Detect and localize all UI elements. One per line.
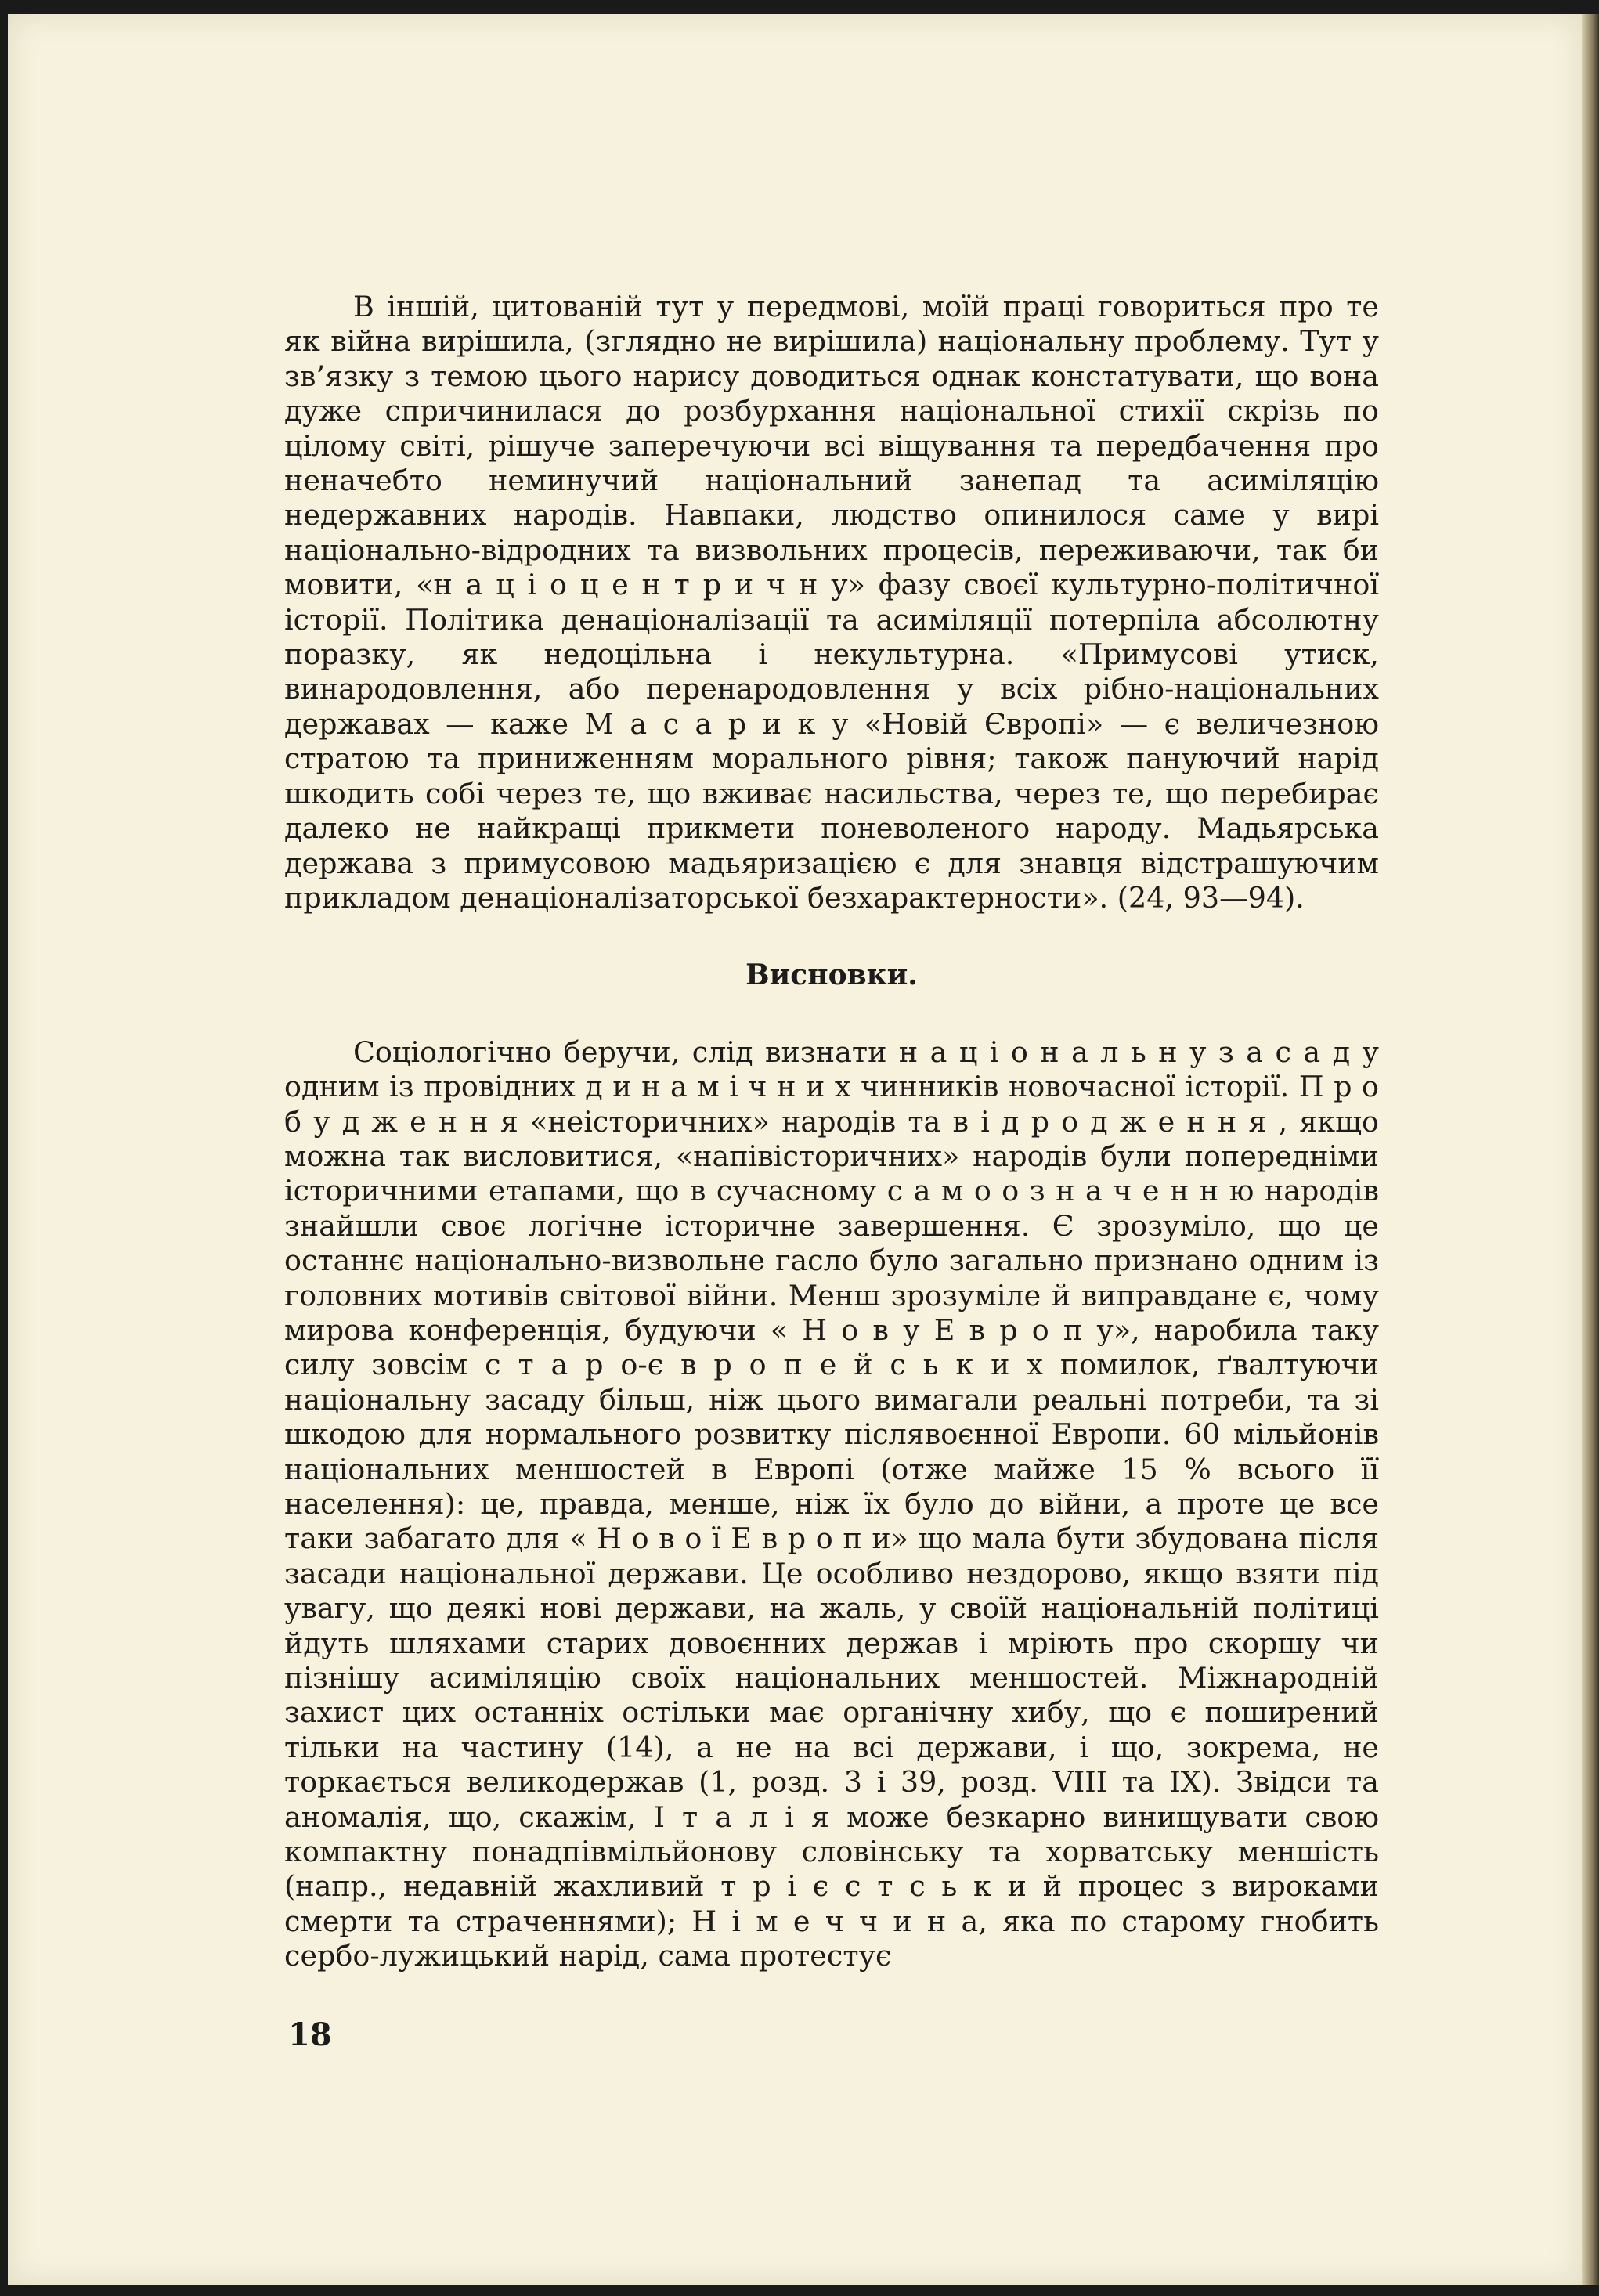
section-heading: Висновки. <box>745 958 918 992</box>
paragraph-2: Соціологічно беручи, слід визнати н а ц і о н а л ь н у з а с а д у одним із провідних д и н а м і ч н и х чинників новочасної історії. П р о б у д ж е н н я «неісторичних» народів та в і д р о д ж е н н я , якщо можна так висловитися, «напівісторичних» народів були попередніми історичними етапами, що в сучасному с а м о о з н а ч е н н ю народів знайшли своє логічне історичне завершення. Є зрозуміло, що це останнє національно-визвольне гасло було загально признано одним із головних мотивів світової війни. Менш зрозуміле й виправдане є, чому мирова конференція, будуючи « Н о в у Е в р о п у», наробила таку силу зовсім с т а р о-є в р о п е й с ь к и х помилок, ґвалтуючи національну засаду більш, ніж цього вимагали реальні потреби, та зі шкодою для нормального розвитку післявоєнної Европи. 60 мільйонів національних меншостей в Европі (отже майже 15 % всього її населення): це, правда, менше, ніж їх було до війни, а проте це все таки забагато для « Н о в о ї Е в р о п и» що мала бути збудована після засади національної держави. Це особливо нездорово, якщо взяти під увагу, що деякі нові держави, на жаль, у своїй національній політиці йдуть шляхами старих довоєнних держав і мріють про скоршу чи пізнішу асиміляцію своїх національних меншостей. Міжнародній захист цих останніх остільки має органічну хибу, що є поширений тільки на частину (14), а не на всі держави, і що, зокрема, не торкається великодержав (1, розд. 3 і 39, розд. VIII та IX). Звідси та аномалія, що, скажім, І т а л і я може безкарно винищувати свою компактну понадпівмільйонову словінську та хорватську меншість (напр., недавній жахливий т р і є с т с ь к и й процес з вироками смерти та страченнями); Н і м е ч ч и н а, яка по старому гнобить сербо-лужицький нарід, сама протестує <box>284 1034 1379 1973</box>
paragraph-1: В іншій, цитованій тут у передмові, моїй праці говориться про те як війна вирішила, (зглядно не вирішила) національну проблему. Тут у зв’язку з темою цього нарису доводиться однак констатувати, що вона дуже спричинилася до розбурхання національної стихії скрізь по цілому світі, рішуче заперечуючи всі віщування та передбачення про неначебто неминучий національний занепад та асиміляцію недержавних народів. Навпаки, людство опинилося саме у вирі національно-відродних та визвольних процесів, переживаючи, так би мовити, «н а ц і о ц е н т р и ч н у» фазу своєї культурно-політичної історії. Політика денаціоналізації та асиміляції потерпіла абсолютну поразку, як недоцільна і некультурна. «Примусові утиск, винародовлення, або перенародовлення у всіх рібно-національних державах — каже М а с а р и к у «Новій Європі» — є величезною стратою та приниженням морального рівня; також пануючий нарід шкодить собі через те, що вживає насильства, через те, що перебирає далеко не найкращі прикмети поневоленого народу. Мадьярська держава з примусовою мадьяризацією є для знавця відстрашуючим прикладом денаціоналізаторської безхарактерности». (24, 93—94). <box>284 290 1379 915</box>
text-body <box>284 290 1379 1974</box>
book-spine-shadow <box>1582 14 1599 2285</box>
page-number: 18 <box>288 2016 332 2053</box>
